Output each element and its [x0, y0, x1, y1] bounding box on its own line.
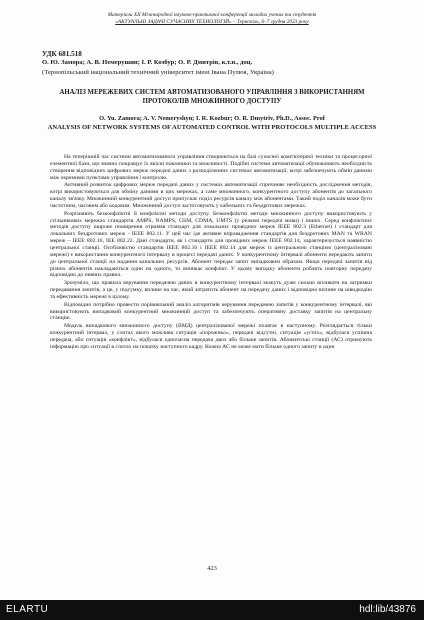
- authors-en: O. Yu. Zamora; A. V. Nemeryshyn; I. R. Kozbur; O. R. Dmytriv, Ph.D., Assoc. Prof: [99, 115, 325, 122]
- repository-name: ELARTU: [6, 604, 49, 615]
- paragraph: Модель випадкового множинного доступу (ВМД) централізованої мережі полягає в наступному. Розглядається тільки конкурентний інтервал, у слотах якого можлива ситуація «порожньо», передачі відсутні, ситуація «успіх», відбулася успішна передача, або ситуація «конфлікт», відбулася одночасна передача двох або більше запитів. Абонентські станції (АС) отримують інформацію про ситуації в слотах на початку наступного кадру. Кожна АС не може мати більше одного запиту в один: [50, 323, 372, 350]
- page-number: 423: [207, 565, 217, 572]
- header-line-2: «АКТУАЛЬНІ ЗАДАЧІ СУЧАСНИХ ТЕХНОЛОГІЙ» – Тернопіль, 6–7 грудня 2023 року: [115, 19, 309, 25]
- affiliation: (Тернопільський національний технічний університет імені Івана Пулюя, Україна): [42, 69, 274, 76]
- repository-footer-bar: [0, 600, 424, 620]
- header-line-1: Матеріали XII Міжнародної науково-практичної конференції молодих учених та студентів: [107, 12, 317, 18]
- paragraph: Активний розвиток цифрових мереж передачі даних у системах автоматизації спричиняє необхідність дослідження методів, котрі використовуються для обміну даними в цих мережах, а саме множинного, конкурентного доступу абонентів до загального каналу зв'язку. Множинний конкурентний доступ припускає поділ ресурсів каналу між абонентами. Такий поділ каналів може бути частотним, часовим або кодовим. Множинний доступ застосовують у кабельних та бездротових мережах.: [50, 182, 372, 209]
- handle-identifier: hdl:lib/43876: [359, 604, 416, 615]
- authors-ua: О. Ю. Замора; А. В. Немерушин; І. Р. Козбур; О. Р. Дмитрів, к.т.н., доц.: [42, 59, 253, 66]
- conference-header: [0, 12, 424, 26]
- paragraph: На теперішній час системи автоматизованого управління створюються на базі сучасної комп'ютерної техніки та процесорної елементної бази, що значно покращує їх якісні показники та можливості. Подібні системи автоматизації обумовлюють необхідність створення відповідних цифрових мереж передачі даних з розподіленних системах автоматизації, котрі забезпечують обмін даними між окремими пунктами управління і контролю.: [50, 154, 372, 181]
- title-en: ANALYSIS OF NETWORK SYSTEMS OF AUTOMATED CONTROL WITH PROTOCOLS MULTIPLE ACCESS: [47, 124, 377, 131]
- title-ua: АНАЛІЗ МЕРЕЖЕВИХ СИСТЕМ АВТОМАТИЗОВАНОГО УПРАВЛІННЯ З ВИКОРИСТАННЯМ ПРОТОКОЛІВ МНОЖИННОГО ДОСТУПУ: [59, 89, 365, 105]
- paragraph: Розрізняють безконфліктні й конфліктні методи доступу. Безконфліктні методи множинного доступу використовують у стільникових мережах стандартів AMPS, NAMPS, GSM, CDMA, UMTS (у режимі передачі мови) і інших. Серед конфліктних методів доступу широке поширення отримав стандарт для локальних провідних мереж IEEE 802.3 (Ethernet) і стандарт для локальних бездротових мереж - IEEE 802.11. У цей час іде активне впровадження стандартів для бездротових MAN та WRAN мереж – IEEE 802.16, IEE 802.22. Дані стандарти, як і стандарти для провідних мереж IEEE 802.14, характеризується наявністю центральної станції. Особливістю стандартів IEEE 802.16 і IEEE 802.14 для мереж із центральною станцією (централізовані мережі) є використання конкурентного інтервалу в процесі передачі даних. У конкурентному інтервалі абоненти передають запити до центральної станції на надання канальних ресурсів. Абонент передає запит випадковим образом. Якщо передачі запитів від різних абонентів накладаються один на одного, то виникає конфлікт. У цьому випадку абоненти роблять повторну передачу відповідно до певних правил.: [50, 210, 372, 279]
- paragraph: Відповідно потрібно провести порівняльний аналіз алгоритмів керування передачею запитів у конкурентному інтервалі, які використовують випадковий конкурентний множинний доступ та забезпечують оперативну доставку запитів на центральну станцію.: [50, 301, 372, 322]
- article-body: [50, 154, 372, 352]
- paragraph: Зрозуміло, що правила керування передачею даних в конкурентному інтервалі можуть дуже сильно впливати на затримки передавання запитів, а це, у підсумку, вплине на час, який затратить абонент на передачу даних і відповідно вплине на швидкодію та ефективність мережі в цілому.: [50, 280, 372, 300]
- udc-code: УДК 681.518: [42, 50, 82, 58]
